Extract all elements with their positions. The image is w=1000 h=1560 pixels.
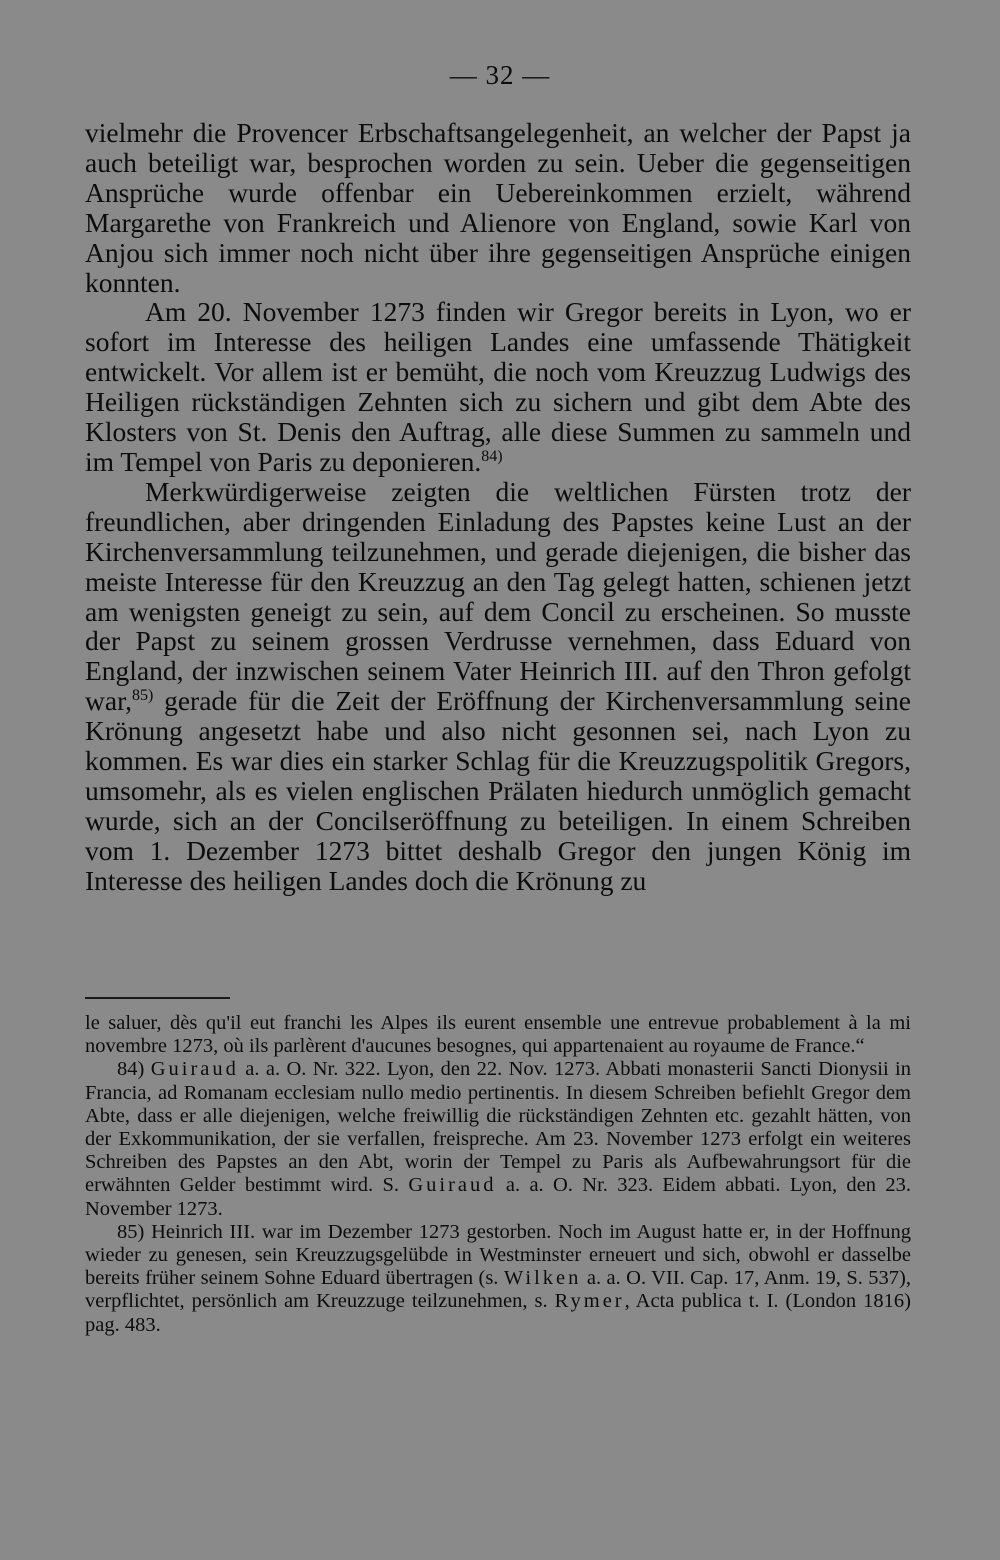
footnote-divider	[85, 997, 230, 999]
footnote-85	[85, 1221, 911, 1337]
footnote-84-number: 84)	[117, 1058, 145, 1081]
paragraph-3-text-a: Merkwürdigerweise zeigten die weltlichen Fürsten trotz der freundlichen, aber dringenden Einladung des Papstes keine Lust an der Kirchenversammlung teilzunehmen, und gerade diejenigen, die bisher das meiste Interesse für den Kreuzzug an den Tag gelegt hatten, schienen jetzt am wenigsten geneigt zu sein, auf dem Concil zu erscheinen. So musste der Papst zu seinem grossen Verdrusse vernehmen, dass Eduard von England, der inzwischen seinem Vater Heinrich III. auf den Thron gefolgt war,	[85, 475, 911, 717]
footnote-84	[85, 1058, 911, 1220]
footnote-85-text-1: Heinrich III. war im Dezember 1273 gestorben. Noch im August hatte er, in der Hoffnung wieder zu genesen, sein Kreuzzugsgelübde in Westminster erneuert und sich, obwohl er dasselbe bereits früher seinem Sohne Eduard übertragen (s.	[85, 1220, 911, 1290]
footnote-85-number: 85)	[117, 1220, 145, 1243]
footnote-marker-85: 85)	[132, 687, 154, 705]
paragraph-2	[85, 297, 911, 476]
footnote-85-text-2: a. a. O. VII. Cap. 17, Anm. 19, S. 537), verpflichtet, persönlich am Kreuzzuge teilzunehmen, s.	[85, 1267, 911, 1313]
page-number-header: — 32 —	[449, 60, 551, 90]
footnote-marker-84: 84)	[481, 447, 503, 465]
footnote-84-text-2: a. a. O. Nr. 323. Eidem abbati. Lyon, den 23. November 1273.	[85, 1174, 911, 1220]
footnote-84-text-1: a. a. O. Nr. 322. Lyon, den 22. Nov. 1273. Abbati monasterii Sancti Dionysii in Francia, ad Romanam ecclesiam nullo medio pertinentis. In diesem Schreiben befiehlt Gregor dem Abte, dass er alle diejenigen, welche freiwillig die rückständigen Zehnten etc. gezahlt hätten, von der Exkommunikation, der sie verfallen, freispreche. Am 23. November 1273 erfolgt ein weiteres Schreiben des Papstes an den Abt, worin der Tempel zu Paris als Aufbewahrungsort für die erwähnten Gelder bestimmt wird. S.	[85, 1058, 912, 1197]
footnote-85-author-1: Wilken	[503, 1267, 582, 1290]
footnote-84-author-2: Guiraud	[408, 1174, 497, 1197]
footnotes-section	[85, 1012, 911, 1337]
paragraph-2-text: Am 20. November 1273 finden wir Gregor bereits in Lyon, wo er sofort im Interesse des heiligen Landes eine umfassende Thätigkeit entwickelt. Vor allem ist er bemüht, die noch vom Kreuzzug Ludwigs des Heiligen rückständigen Zehnten sich zu sichern und gibt dem Abte des Klosters von St. Denis den Auftrag, alle diese Summen zu sammeln und im Tempel von Paris zu deponieren.	[85, 296, 911, 477]
footnote-84-author-1: Guiraud	[150, 1058, 239, 1081]
main-text-body	[85, 118, 911, 896]
paragraph-3	[85, 477, 911, 896]
paragraph-1: vielmehr die Provencer Erbschaftsangelegenheit, an welcher der Papst ja auch beteiligt war, besprochen worden zu sein. Ueber die gegenseitigen Ansprüche wurde offenbar ein Uebereinkommen erzielt, während Margarethe von Frankreich und Alienore von England, sowie Karl von Anjou sich immer noch nicht über ihre gegenseitigen Ansprüche einigen konnten.	[85, 117, 911, 298]
paragraph-3-text-b: gerade für die Zeit der Eröffnung der Kirchenversammlung seine Krönung angesetzt habe und also nicht gesonnen sei, nach Lyon zu kommen. Es war dies ein starker Schlag für die Kreuzzugspolitik Gregors, umsomehr, als es vielen englischen Prälaten hiedurch unmöglich gemacht wurde, sich an der Concilseröffnung zu beteiligen. In einem Schreiben vom 1. Dezember 1273 bittet deshalb Gregor den jungen König im Interesse des heiligen Landes doch die Krönung zu	[85, 685, 911, 896]
footnote-85-text-3: , Acta publica t. I. (London 1816) pag. 483.	[85, 1290, 912, 1336]
footnote-continuation: le saluer, dès qu'il eut franchi les Alpes ils eurent ensemble une entrevue probablement à la mi novembre 1273, où ils parlèrent d'aucunes besognes, qui appartenaient au royaume de France.“	[85, 1012, 911, 1058]
footnote-85-author-2: Rymer	[554, 1290, 625, 1313]
